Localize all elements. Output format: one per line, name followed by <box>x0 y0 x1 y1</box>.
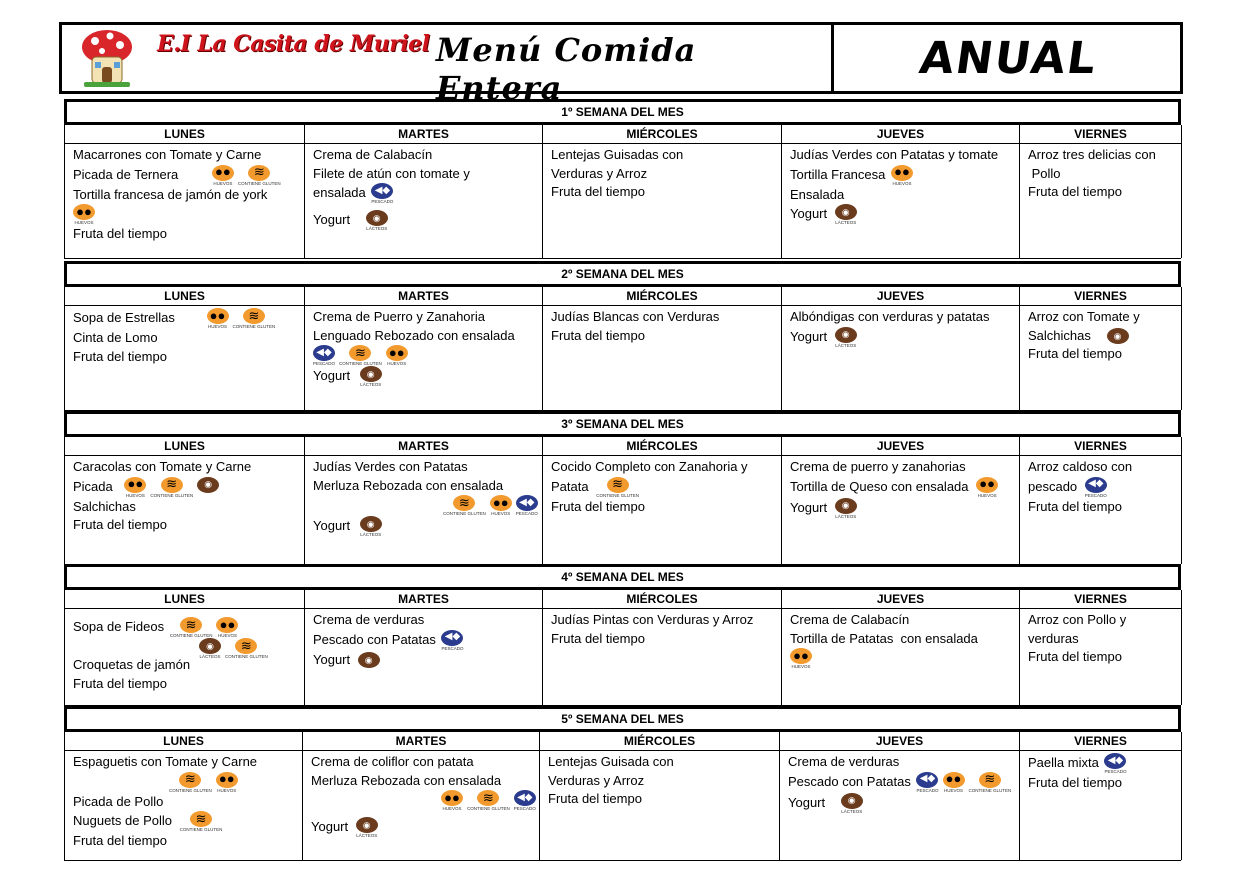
menu-cell-w5-jueves <box>780 751 1020 860</box>
eggs-allergen-icon: ●● HUEVOS <box>74 203 94 225</box>
dish: Judías Pintas con Verduras y Arroz <box>551 612 754 627</box>
dish: Judías Blancas con Verduras <box>551 309 720 324</box>
dish: Fruta del tiempo <box>1028 649 1122 664</box>
dish: Sopa de Fideos <box>73 618 165 634</box>
gluten-allergen-icon: ≋ CONTIENE GLUTEN <box>232 307 276 329</box>
week-3 <box>64 411 1181 565</box>
week-title: 5º SEMANA DEL MES <box>64 706 1181 732</box>
gluten-allergen-icon: ≋ CONTIENE GLUTEN <box>339 344 382 366</box>
menu-cell-w2-viernes <box>1020 306 1182 410</box>
dish: Fruta del tiempo <box>551 327 645 343</box>
dish: Fruta del tiempo <box>1028 498 1122 514</box>
menu-cell-w1-miercoles <box>543 144 782 258</box>
menu-cell-w5-martes <box>303 751 540 860</box>
fish-allergen-icon: ◀◆ PESCADO <box>515 496 538 516</box>
day-header-viernes: VIERNES <box>1020 125 1182 144</box>
dish: Tortilla francesa de jamón de york <box>73 186 268 202</box>
dairy-allergen-icon: ◉ LÁCTEOS <box>366 210 388 231</box>
dish: Fruta del tiempo <box>1028 775 1122 790</box>
header-title-area <box>62 25 834 107</box>
dairy-allergen-icon: ◉ LÁCTEOS <box>835 498 857 519</box>
dish: Yogurt <box>313 211 351 227</box>
dish: Caracolas con Tomate y Carne <box>73 459 252 474</box>
week-title: 2º SEMANA DEL MES <box>64 261 1181 287</box>
eggs-allergen-icon: ●● HUEVOS <box>125 476 145 498</box>
day-header-martes: MARTES <box>305 287 543 306</box>
menu-cell-w4-jueves <box>782 609 1020 705</box>
day-header-martes: MARTES <box>303 732 540 751</box>
dish: Fruta del tiempo <box>73 226 167 241</box>
dish: Albóndigas con verduras y patatas <box>790 309 990 324</box>
dish: Paella mixta <box>1028 754 1099 770</box>
day-header-jueves: JUEVES <box>782 125 1020 144</box>
menu-cell-w5-lunes <box>65 751 303 860</box>
gluten-allergen-icon: ≋ CONTIENE GLUTEN <box>968 771 1012 793</box>
menu-cell-w5-viernes <box>1020 751 1182 860</box>
day-header-lunes: LUNES <box>65 732 303 751</box>
gluten-allergen-icon: ≋ CONTIENE GLUTEN <box>169 771 212 793</box>
dish: Arroz caldoso con <box>1028 459 1133 474</box>
dish: Crema de verduras <box>313 612 425 627</box>
day-header-miercoles: MIÉRCOLES <box>540 732 780 751</box>
dish: Yogurt <box>788 794 826 810</box>
day-header-viernes: VIERNES <box>1020 287 1182 306</box>
eggs-allergen-icon: ●● HUEVOS <box>977 476 997 498</box>
dairy-allergen-icon: ◉ <box>358 652 380 668</box>
dish: Fruta del tiempo <box>73 517 167 532</box>
dish: Cinta de Lomo <box>73 330 158 345</box>
dish: Filete de atún con tomate y <box>313 165 470 181</box>
dish: Lenguado Rebozado con ensalada <box>313 327 515 343</box>
dish: Lentejas Guisada con <box>548 754 674 769</box>
dish: Nuguets de Pollo <box>73 812 173 828</box>
dish: Crema de Calabacín <box>790 612 910 627</box>
eggs-allergen-icon: ●● HUEVOS <box>208 307 228 329</box>
day-header-miercoles: MIÉRCOLES <box>543 437 782 456</box>
dish: Tortilla Francesa <box>790 166 886 182</box>
week-2 <box>64 261 1181 411</box>
dish: Crema de puerro y zanahorias <box>790 459 966 474</box>
fish-allergen-icon: ◀◆ PESCADO <box>513 791 536 811</box>
dish: Merluza Rebozada con ensalada <box>313 477 504 493</box>
dish: Fruta del tiempo <box>551 184 645 199</box>
dish: Tortilla de Patatas con ensalada <box>790 630 978 646</box>
fish-allergen-icon: ◀◆ PESCADO <box>1084 478 1107 498</box>
dairy-allergen-icon: ◉ LÁCTEOS <box>835 204 857 225</box>
week-1 <box>64 99 1181 259</box>
dish: Verduras y Arroz <box>548 772 645 788</box>
menu-cell-w4-viernes <box>1020 609 1182 705</box>
menu-title: Menú Comida Entera <box>436 31 697 107</box>
dairy-allergen-icon: ◉ <box>1107 328 1129 344</box>
fish-allergen-icon: ◀◆ PESCADO <box>371 184 394 204</box>
gluten-allergen-icon: ≋ CONTIENE GLUTEN <box>179 810 223 832</box>
fish-allergen-icon: ◀◆ PESCADO <box>916 773 939 793</box>
dish: Fruta del tiempo <box>548 791 642 806</box>
dish: Lentejas Guisadas con <box>551 147 684 162</box>
menu-cell-w4-martes <box>305 609 543 705</box>
dish: Salchichas <box>73 498 136 514</box>
school-name: E.I La Casita de Muriel <box>157 31 430 57</box>
dish: Fruta del tiempo <box>1028 346 1122 361</box>
dairy-allergen-icon: ◉ LÁCTEOS <box>356 817 378 838</box>
dish: Macarrones con Tomate y Carne <box>73 147 262 162</box>
dish: Fruta del tiempo <box>1028 184 1122 199</box>
menu-cell-w3-martes <box>305 456 543 564</box>
fish-allergen-icon: ◀◆ PESCADO <box>313 346 336 366</box>
menu-cell-w3-miercoles <box>543 456 782 564</box>
dish: Cocido Completo con Zanahoria y <box>551 459 748 474</box>
dairy-allergen-icon: ◉ LÁCTEOS <box>199 638 221 659</box>
dish: Merluza Rebozada con ensalada <box>311 772 502 788</box>
dish: Croquetas de jamón <box>73 657 191 672</box>
dish: Yogurt <box>313 517 351 533</box>
dish: Yogurt <box>313 367 351 383</box>
mushroom-house-logo <box>80 27 134 89</box>
period-label: ANUAL <box>916 32 1101 84</box>
menu-cell-w1-jueves <box>782 144 1020 258</box>
dish: Picada de Pollo <box>73 793 164 809</box>
day-header-lunes: LUNES <box>65 437 305 456</box>
day-header-jueves: JUEVES <box>780 732 1020 751</box>
dish: Espaguetis con Tomate y Carne <box>73 754 258 769</box>
eggs-allergen-icon: ●● HUEVOS <box>217 771 237 793</box>
dish: Yogurt <box>790 205 828 221</box>
gluten-allergen-icon: ≋ CONTIENE GLUTEN <box>169 616 213 638</box>
period-box <box>837 25 1180 91</box>
dish: Fruta del tiempo <box>551 630 645 646</box>
menu-cell-w4-lunes <box>65 609 305 705</box>
dish: pescado <box>1028 478 1078 494</box>
eggs-allergen-icon: ●● HUEVOS <box>943 771 963 793</box>
day-header-viernes: VIERNES <box>1020 732 1182 751</box>
dish: Fruta del tiempo <box>73 348 167 364</box>
week-title: 1º SEMANA DEL MES <box>64 99 1181 125</box>
dish: Tortilla de Queso con ensalada <box>790 478 969 494</box>
dish: Fruta del tiempo <box>73 675 167 691</box>
menu-cell-w3-jueves <box>782 456 1020 564</box>
eggs-allergen-icon: ●● HUEVOS <box>491 494 511 516</box>
dish: Crema de Puerro y Zanahoria <box>313 309 485 324</box>
day-header-lunes: LUNES <box>65 590 305 609</box>
eggs-allergen-icon: ●● HUEVOS <box>387 344 407 366</box>
dish: Yogurt <box>790 499 828 515</box>
dish: Ensalada <box>790 186 845 202</box>
menu-cell-w3-viernes <box>1020 456 1182 564</box>
dish: Arroz con Tomate y <box>1028 309 1140 324</box>
dish: Pollo <box>1028 165 1061 181</box>
dairy-allergen-icon: ◉ LÁCTEOS <box>360 366 382 387</box>
dish: Yogurt <box>311 818 349 834</box>
menu-cell-w2-jueves <box>782 306 1020 410</box>
dish: Pescado con Patatas <box>313 631 436 647</box>
dairy-allergen-icon: ◉ LÁCTEOS <box>360 516 382 537</box>
menu-cell-w2-martes <box>305 306 543 410</box>
dish: Picada <box>73 478 113 494</box>
dish: verduras <box>1028 630 1079 646</box>
dish: Patata <box>551 478 589 494</box>
eggs-allergen-icon: ●● HUEVOS <box>892 164 912 186</box>
week-4 <box>64 564 1181 706</box>
eggs-allergen-icon: ●● HUEVOS <box>442 789 462 811</box>
day-header-martes: MARTES <box>305 590 543 609</box>
dairy-allergen-icon: ◉ LÁCTEOS <box>841 793 863 814</box>
dish: Crema de Calabacín <box>313 147 433 162</box>
menu-cell-w4-miercoles <box>543 609 782 705</box>
week-title: 4º SEMANA DEL MES <box>64 564 1181 590</box>
menu-cell-w5-miercoles <box>540 751 780 860</box>
dairy-allergen-icon: ◉ LÁCTEOS <box>835 327 857 348</box>
day-header-viernes: VIERNES <box>1020 437 1182 456</box>
day-header-jueves: JUEVES <box>782 437 1020 456</box>
day-header-viernes: VIERNES <box>1020 590 1182 609</box>
dish: Judías Verdes con Patatas <box>313 459 468 474</box>
dish: Arroz con Pollo y <box>1028 612 1127 627</box>
menu-cell-w2-lunes <box>65 306 305 410</box>
eggs-allergen-icon: ●● HUEVOS <box>217 616 237 638</box>
gluten-allergen-icon: ≋ CONTIENE GLUTEN <box>596 476 639 498</box>
fish-allergen-icon: ◀◆ PESCADO <box>441 631 464 651</box>
dish: ensalada <box>313 184 366 200</box>
dish: Crema de coliflor con patata <box>311 754 474 769</box>
dairy-allergen-icon: ◉ <box>197 477 219 498</box>
menu-cell-w3-lunes <box>65 456 305 564</box>
dish: Judías Verdes con Patatas y tomate <box>790 147 999 162</box>
menu-cell-w2-miercoles <box>543 306 782 410</box>
gluten-allergen-icon: ≋ CONTIENE GLUTEN <box>237 164 281 186</box>
gluten-allergen-icon: ≋ CONTIENE GLUTEN <box>467 789 510 811</box>
gluten-allergen-icon: ≋ CONTIENE GLUTEN <box>150 476 194 498</box>
day-header-jueves: JUEVES <box>782 287 1020 306</box>
week-title: 3º SEMANA DEL MES <box>64 411 1181 437</box>
dish: Pescado con Patatas <box>788 773 911 789</box>
week-5 <box>64 706 1181 861</box>
menu-cell-w1-lunes <box>65 144 305 258</box>
day-header-martes: MARTES <box>305 125 543 144</box>
eggs-allergen-icon: ●● HUEVOS <box>213 164 233 186</box>
gluten-allergen-icon: ≋ CONTIENE GLUTEN <box>443 494 486 516</box>
day-header-miercoles: MIÉRCOLES <box>543 287 782 306</box>
day-header-miercoles: MIÉRCOLES <box>543 590 782 609</box>
dish: Picada de Ternera <box>73 166 179 182</box>
dish: Crema de verduras <box>788 754 900 769</box>
fish-allergen-icon: ◀◆ PESCADO <box>1104 754 1127 774</box>
dish: Yogurt <box>313 651 351 667</box>
menu-cell-w1-viernes <box>1020 144 1182 258</box>
day-header-lunes: LUNES <box>65 125 305 144</box>
dish: Fruta del tiempo <box>73 833 167 848</box>
eggs-allergen-icon: ●● HUEVOS <box>791 647 811 669</box>
day-header-jueves: JUEVES <box>782 590 1020 609</box>
dish: Arroz tres delicias con <box>1028 147 1156 162</box>
gluten-allergen-icon: ≋ CONTIENE GLUTEN <box>225 637 268 659</box>
menu-header <box>59 22 1183 107</box>
dish: Sopa de Estrellas <box>73 309 175 325</box>
dish: Verduras y Arroz <box>551 165 648 181</box>
dish: Fruta del tiempo <box>551 498 645 514</box>
day-header-miercoles: MIÉRCOLES <box>543 125 782 144</box>
dish: Salchichas <box>1028 327 1091 343</box>
day-header-martes: MARTES <box>305 437 543 456</box>
menu-cell-w1-martes <box>305 144 543 258</box>
dish: Yogurt <box>790 328 828 344</box>
day-header-lunes: LUNES <box>65 287 305 306</box>
